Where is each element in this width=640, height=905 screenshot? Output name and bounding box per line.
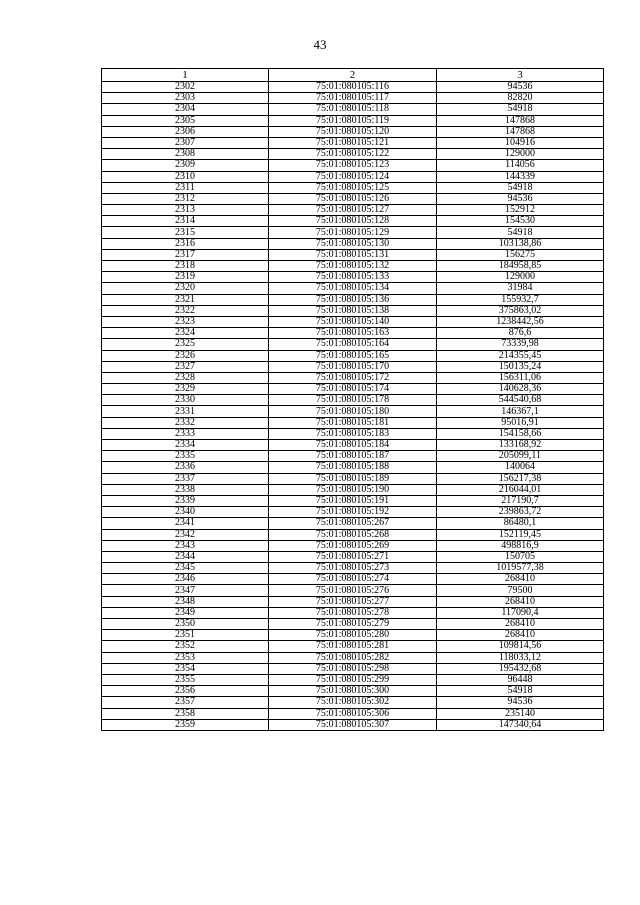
value-cell: 498816,9 — [437, 540, 604, 551]
cadastral-number-cell: 75:01:080105:131 — [269, 249, 437, 260]
cadastral-number-cell: 75:01:080105:165 — [269, 350, 437, 361]
row-number-cell: 2302 — [102, 82, 269, 93]
table-row — [102, 205, 604, 216]
value-cell: 195432,68 — [437, 663, 604, 674]
value-cell: 54918 — [437, 104, 604, 115]
row-number-cell: 2310 — [102, 171, 269, 182]
table-row — [102, 216, 604, 227]
cadastral-number-cell: 75:01:080105:298 — [269, 663, 437, 674]
cadastral-number-cell: 75:01:080105:268 — [269, 529, 437, 540]
table-row — [102, 585, 604, 596]
cadastral-number-cell: 75:01:080105:282 — [269, 652, 437, 663]
cadastral-number-cell: 75:01:080105:191 — [269, 495, 437, 506]
value-cell: 96448 — [437, 674, 604, 685]
value-cell: 214355,45 — [437, 350, 604, 361]
table-row — [102, 115, 604, 126]
table-row — [102, 607, 604, 618]
table-row — [102, 417, 604, 428]
row-number-cell: 2333 — [102, 428, 269, 439]
cadastral-number-cell: 75:01:080105:187 — [269, 451, 437, 462]
row-number-cell: 2337 — [102, 473, 269, 484]
value-cell: 268410 — [437, 574, 604, 585]
row-number-cell: 2353 — [102, 652, 269, 663]
cadastral-number-cell: 75:01:080105:181 — [269, 417, 437, 428]
row-number-cell: 2322 — [102, 305, 269, 316]
table-row — [102, 283, 604, 294]
table-row — [102, 473, 604, 484]
table-row — [102, 406, 604, 417]
table-row — [102, 529, 604, 540]
cadastral-number-cell: 75:01:080105:125 — [269, 182, 437, 193]
cadastral-number-cell: 75:01:080105:280 — [269, 630, 437, 641]
table-row — [102, 686, 604, 697]
row-number-cell: 2357 — [102, 697, 269, 708]
value-cell: 86480,1 — [437, 518, 604, 529]
row-number-cell: 2345 — [102, 563, 269, 574]
value-cell: 544540,68 — [437, 395, 604, 406]
value-cell: 94536 — [437, 82, 604, 93]
cadastral-number-cell: 75:01:080105:277 — [269, 596, 437, 607]
header-row — [102, 69, 604, 82]
row-number-cell: 2303 — [102, 93, 269, 104]
value-cell: 114056 — [437, 160, 604, 171]
value-cell: 205099,11 — [437, 451, 604, 462]
cadastral-number-cell: 75:01:080105:134 — [269, 283, 437, 294]
cadastral-number-cell: 75:01:080105:136 — [269, 294, 437, 305]
value-cell: 103138,86 — [437, 238, 604, 249]
value-cell: 876,6 — [437, 328, 604, 339]
row-number-cell: 2304 — [102, 104, 269, 115]
cadastral-number-cell: 75:01:080105:174 — [269, 384, 437, 395]
value-cell: 268410 — [437, 630, 604, 641]
row-number-cell: 2319 — [102, 272, 269, 283]
row-number-cell: 2341 — [102, 518, 269, 529]
cadastral-number-cell: 75:01:080105:269 — [269, 540, 437, 551]
row-number-cell: 2358 — [102, 708, 269, 719]
table-body — [102, 82, 604, 731]
value-cell: 156275 — [437, 249, 604, 260]
cadastral-number-cell: 75:01:080105:118 — [269, 104, 437, 115]
row-number-cell: 2308 — [102, 149, 269, 160]
row-number-cell: 2328 — [102, 372, 269, 383]
cadastral-number-cell: 75:01:080105:300 — [269, 686, 437, 697]
value-cell: 217190,7 — [437, 495, 604, 506]
value-cell: 154158,66 — [437, 428, 604, 439]
table-row — [102, 596, 604, 607]
table-row — [102, 495, 604, 506]
table-row — [102, 193, 604, 204]
value-cell: 144339 — [437, 171, 604, 182]
cadastral-number-cell: 75:01:080105:124 — [269, 171, 437, 182]
table-row — [102, 126, 604, 137]
table-row — [102, 272, 604, 283]
cadastral-number-cell: 75:01:080105:279 — [269, 619, 437, 630]
cadastral-number-cell: 75:01:080105:183 — [269, 428, 437, 439]
row-number-cell: 2309 — [102, 160, 269, 171]
row-number-cell: 2330 — [102, 395, 269, 406]
value-cell: 268410 — [437, 619, 604, 630]
row-number-cell: 2338 — [102, 484, 269, 495]
row-number-cell: 2327 — [102, 361, 269, 372]
table-row — [102, 518, 604, 529]
table-row — [102, 316, 604, 327]
cadastral-number-cell: 75:01:080105:273 — [269, 563, 437, 574]
cadastral-number-cell: 75:01:080105:140 — [269, 316, 437, 327]
table-row — [102, 484, 604, 495]
cadastral-number-cell: 75:01:080105:126 — [269, 193, 437, 204]
cadastral-number-cell: 75:01:080105:178 — [269, 395, 437, 406]
value-cell: 156311,06 — [437, 372, 604, 383]
table-row — [102, 361, 604, 372]
table-row — [102, 574, 604, 585]
table-row — [102, 93, 604, 104]
row-number-cell: 2305 — [102, 115, 269, 126]
cadastral-number-cell: 75:01:080105:119 — [269, 115, 437, 126]
value-cell: 216044,01 — [437, 484, 604, 495]
page-number: 43 — [313, 37, 327, 52]
row-number-cell: 2335 — [102, 451, 269, 462]
cadastral-number-cell: 75:01:080105:189 — [269, 473, 437, 484]
value-cell: 117090,4 — [437, 607, 604, 618]
cadastral-number-cell: 75:01:080105:274 — [269, 574, 437, 585]
table-row — [102, 249, 604, 260]
row-number-cell: 2342 — [102, 529, 269, 540]
cadastral-number-cell: 75:01:080105:172 — [269, 372, 437, 383]
table-row — [102, 674, 604, 685]
table-row — [102, 428, 604, 439]
row-number-cell: 2355 — [102, 674, 269, 685]
row-number-cell: 2326 — [102, 350, 269, 361]
row-number-cell: 2340 — [102, 507, 269, 518]
cadastral-number-cell: 75:01:080105:180 — [269, 406, 437, 417]
table-header — [102, 69, 604, 82]
cadastral-number-cell: 75:01:080105:307 — [269, 719, 437, 730]
value-cell: 54918 — [437, 686, 604, 697]
column-header-2: 2 — [269, 69, 437, 82]
value-cell: 54918 — [437, 182, 604, 193]
value-cell: 155932,7 — [437, 294, 604, 305]
cadastral-number-cell: 75:01:080105:129 — [269, 227, 437, 238]
row-number-cell: 2325 — [102, 339, 269, 350]
value-cell: 129000 — [437, 272, 604, 283]
row-number-cell: 2343 — [102, 540, 269, 551]
column-header-1: 1 — [102, 69, 269, 82]
value-cell: 1238442,56 — [437, 316, 604, 327]
table-row — [102, 305, 604, 316]
value-cell: 152119,45 — [437, 529, 604, 540]
cadastral-number-cell: 75:01:080105:302 — [269, 697, 437, 708]
value-cell: 129000 — [437, 149, 604, 160]
cadastral-number-cell: 75:01:080105:276 — [269, 585, 437, 596]
table-row — [102, 451, 604, 462]
value-cell: 140064 — [437, 462, 604, 473]
row-number-cell: 2347 — [102, 585, 269, 596]
row-number-cell: 2348 — [102, 596, 269, 607]
table-row — [102, 160, 604, 171]
table-row — [102, 384, 604, 395]
value-cell: 147868 — [437, 115, 604, 126]
value-cell: 133168,92 — [437, 440, 604, 451]
value-cell: 235140 — [437, 708, 604, 719]
row-number-cell: 2316 — [102, 238, 269, 249]
row-number-cell: 2354 — [102, 663, 269, 674]
row-number-cell: 2334 — [102, 440, 269, 451]
table-row — [102, 708, 604, 719]
table-row — [102, 372, 604, 383]
cadastral-number-cell: 75:01:080105:164 — [269, 339, 437, 350]
value-cell: 118033,12 — [437, 652, 604, 663]
value-cell: 94536 — [437, 193, 604, 204]
data-table — [101, 68, 604, 731]
value-cell: 184958,85 — [437, 261, 604, 272]
cadastral-number-cell: 75:01:080105:306 — [269, 708, 437, 719]
row-number-cell: 2332 — [102, 417, 269, 428]
table-row — [102, 238, 604, 249]
table-row — [102, 719, 604, 730]
value-cell: 147868 — [437, 126, 604, 137]
cadastral-number-cell: 75:01:080105:132 — [269, 261, 437, 272]
row-number-cell: 2313 — [102, 205, 269, 216]
row-number-cell: 2318 — [102, 261, 269, 272]
value-cell: 375863,02 — [437, 305, 604, 316]
table-row — [102, 149, 604, 160]
table-row — [102, 227, 604, 238]
row-number-cell: 2346 — [102, 574, 269, 585]
cadastral-number-cell: 75:01:080105:133 — [269, 272, 437, 283]
table-row — [102, 563, 604, 574]
cadastral-number-cell: 75:01:080105:163 — [269, 328, 437, 339]
row-number-cell: 2323 — [102, 316, 269, 327]
value-cell: 95016,91 — [437, 417, 604, 428]
row-number-cell: 2344 — [102, 551, 269, 562]
value-cell: 109814,56 — [437, 641, 604, 652]
value-cell: 104916 — [437, 137, 604, 148]
value-cell: 146367,1 — [437, 406, 604, 417]
table-row — [102, 171, 604, 182]
table-row — [102, 619, 604, 630]
cadastral-number-cell: 75:01:080105:138 — [269, 305, 437, 316]
value-cell: 239863,72 — [437, 507, 604, 518]
table-row — [102, 137, 604, 148]
table-row — [102, 395, 604, 406]
row-number-cell: 2349 — [102, 607, 269, 618]
row-number-cell: 2352 — [102, 641, 269, 652]
cadastral-number-cell: 75:01:080105:120 — [269, 126, 437, 137]
row-number-cell: 2359 — [102, 719, 269, 730]
value-cell: 73339,98 — [437, 339, 604, 350]
cadastral-number-cell: 75:01:080105:190 — [269, 484, 437, 495]
table-row — [102, 328, 604, 339]
value-cell: 147340,64 — [437, 719, 604, 730]
value-cell: 150135,24 — [437, 361, 604, 372]
row-number-cell: 2311 — [102, 182, 269, 193]
cadastral-number-cell: 75:01:080105:121 — [269, 137, 437, 148]
row-number-cell: 2356 — [102, 686, 269, 697]
cadastral-number-cell: 75:01:080105:267 — [269, 518, 437, 529]
cadastral-number-cell: 75:01:080105:128 — [269, 216, 437, 227]
row-number-cell: 2321 — [102, 294, 269, 305]
table-row — [102, 652, 604, 663]
cadastral-number-cell: 75:01:080105:192 — [269, 507, 437, 518]
value-cell: 156217,38 — [437, 473, 604, 484]
table-row — [102, 440, 604, 451]
value-cell: 79500 — [437, 585, 604, 596]
table-row — [102, 350, 604, 361]
table-row — [102, 261, 604, 272]
row-number-cell: 2331 — [102, 406, 269, 417]
value-cell: 94536 — [437, 697, 604, 708]
table-row — [102, 641, 604, 652]
value-cell: 150705 — [437, 551, 604, 562]
row-number-cell: 2351 — [102, 630, 269, 641]
table-row — [102, 551, 604, 562]
value-cell: 31984 — [437, 283, 604, 294]
value-cell: 1019577,38 — [437, 563, 604, 574]
row-number-cell: 2324 — [102, 328, 269, 339]
cadastral-number-cell: 75:01:080105:299 — [269, 674, 437, 685]
row-number-cell: 2317 — [102, 249, 269, 260]
table-row — [102, 462, 604, 473]
cadastral-number-cell: 75:01:080105:184 — [269, 440, 437, 451]
table-row — [102, 697, 604, 708]
cadastral-number-cell: 75:01:080105:117 — [269, 93, 437, 104]
table-row — [102, 294, 604, 305]
row-number-cell: 2350 — [102, 619, 269, 630]
cadastral-number-cell: 75:01:080105:130 — [269, 238, 437, 249]
value-cell: 54918 — [437, 227, 604, 238]
cadastral-number-cell: 75:01:080105:281 — [269, 641, 437, 652]
value-cell: 82820 — [437, 93, 604, 104]
table-row — [102, 82, 604, 93]
cadastral-number-cell: 75:01:080105:188 — [269, 462, 437, 473]
table-row — [102, 182, 604, 193]
row-number-cell: 2306 — [102, 126, 269, 137]
row-number-cell: 2315 — [102, 227, 269, 238]
table-row — [102, 630, 604, 641]
cadastral-number-cell: 75:01:080105:122 — [269, 149, 437, 160]
row-number-cell: 2307 — [102, 137, 269, 148]
cadastral-number-cell: 75:01:080105:123 — [269, 160, 437, 171]
table-row — [102, 540, 604, 551]
row-number-cell: 2336 — [102, 462, 269, 473]
cadastral-number-cell: 75:01:080105:116 — [269, 82, 437, 93]
row-number-cell: 2312 — [102, 193, 269, 204]
row-number-cell: 2329 — [102, 384, 269, 395]
cadastral-number-cell: 75:01:080105:127 — [269, 205, 437, 216]
table-row — [102, 104, 604, 115]
value-cell: 152912 — [437, 205, 604, 216]
column-header-3: 3 — [437, 69, 604, 82]
value-cell: 154530 — [437, 216, 604, 227]
table-row — [102, 339, 604, 350]
value-cell: 140628,36 — [437, 384, 604, 395]
table-row — [102, 507, 604, 518]
cadastral-number-cell: 75:01:080105:271 — [269, 551, 437, 562]
row-number-cell: 2339 — [102, 495, 269, 506]
cadastral-number-cell: 75:01:080105:278 — [269, 607, 437, 618]
cadastral-number-cell: 75:01:080105:170 — [269, 361, 437, 372]
value-cell: 268410 — [437, 596, 604, 607]
table-row — [102, 663, 604, 674]
row-number-cell: 2320 — [102, 283, 269, 294]
row-number-cell: 2314 — [102, 216, 269, 227]
